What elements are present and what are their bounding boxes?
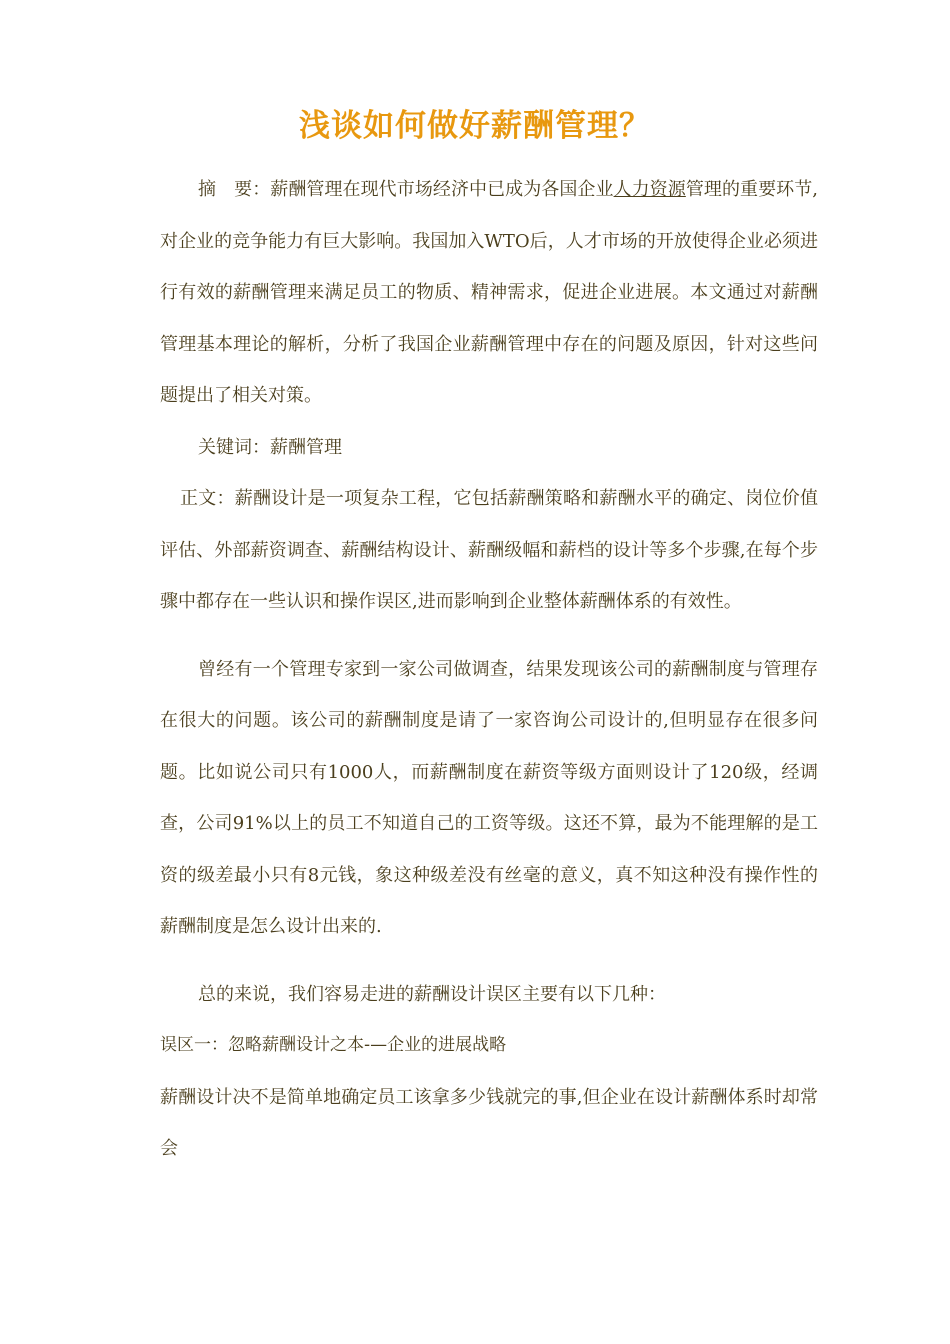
body-paragraph-2: 总的来说，我们容易走进的薪酬设计误区主要有以下几种： bbox=[198, 983, 666, 1005]
section-heading: 误区一：忽略薪酬设计之本-—企业的进展战略 bbox=[160, 1035, 507, 1055]
body-intro-paragraph bbox=[160, 473, 818, 628]
body-intro-text: 薪酬设计是一项复杂工程，它包括薪酬策略和薪酬水平的确定、岗位价值评估、外部薪资调查、薪酬结构设计、薪酬级幅和薪档的设计等多个步骤,在每个步骤中都存在一些认识和操作误区,进而影响到企业整体薪酬体系的有效性。 bbox=[160, 488, 819, 612]
keywords-label: 关键词： bbox=[198, 436, 270, 458]
abstract-paragraph bbox=[160, 164, 818, 422]
abstract-label: 摘 要： bbox=[198, 179, 271, 200]
abstract-text-end: 管理的重要环节,对企业的竞争能力有巨大影响。我国加入WTO后，人才市场的开放使得企业必须进行有效的薪酬管理来满足员工的物质、精神需求，促进企业进展。本文通过对薪酬管理基本理论的解析，分析了我国企业薪酬管理中存在的问题及原因，针对这些问题提出了相关对策。 bbox=[160, 179, 819, 406]
hr-link[interactable]: 人力资源 bbox=[613, 179, 686, 200]
keywords-paragraph bbox=[160, 422, 818, 474]
abstract-text-start: 薪酬管理在现代市场经济中已成为各国企业 bbox=[270, 179, 614, 200]
keywords-text: 薪酬管理 bbox=[270, 436, 342, 458]
body-paragraph-1: 曾经有一个管理专家到一家公司做调查，结果发现该公司的薪酬制度与管理存在很大的问题。该公司的薪酬制度是请了一家咨询公司设计的,但明显存在很多问题。比如说公司只有1000人，而薪酬制度在薪资等级方面则设计了120级，经调查，公司91%以上的员工不知道自己的工资等级。这还不算，最为不能理解的是工资的级差最小只有8元钱，象这种级差没有丝毫的意义，真不知这种没有操作性的薪酬制度是怎么设计出来的. bbox=[160, 658, 818, 937]
document-title: 浅谈如何做好薪酬管理？ bbox=[299, 108, 651, 144]
body-intro-label: 正文： bbox=[180, 488, 235, 509]
section-text: 薪酬设计决不是简单地确定员工该拿多少钱就完的事,但企业在设计薪酬体系时却常会 bbox=[160, 1086, 818, 1159]
document-body bbox=[160, 164, 818, 1175]
